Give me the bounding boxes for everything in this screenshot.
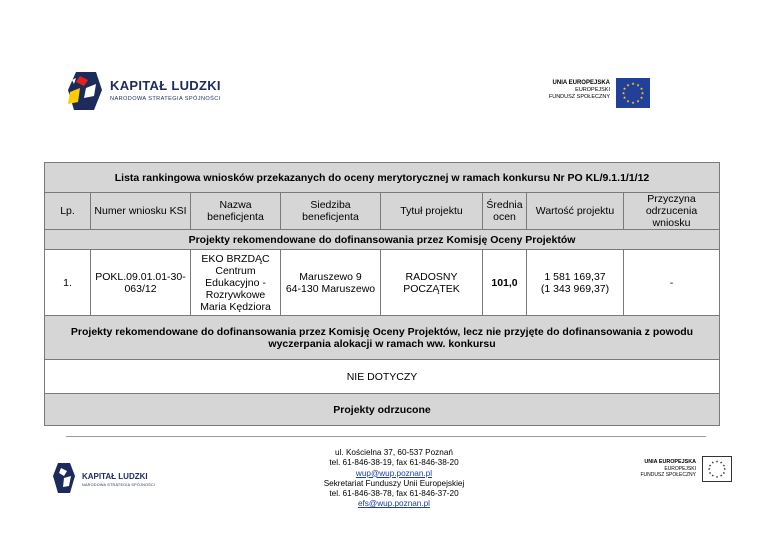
cell-wartosc-line2: (1 343 969,37)	[540, 282, 610, 295]
col-lp: Lp.	[45, 193, 91, 230]
footer-phone: tel. 61-846-38-19, fax 61-846-38-20	[329, 458, 459, 468]
svg-text:★: ★	[636, 82, 640, 88]
cell-przyczyna: -	[624, 250, 720, 316]
footer-eu-line2: EUROPEJSKI	[664, 465, 696, 472]
cell-siedziba	[281, 250, 381, 316]
footer-eu-line1: UNIA EUROPEJSKA	[644, 459, 696, 465]
cell-siedziba-line1: Maruszewo 9	[299, 270, 362, 283]
footer-kl-subtitle: NARODOWA STRATEGIA SPÓJNOŚCI	[82, 483, 156, 487]
svg-text:★: ★	[621, 90, 626, 96]
section-not-accepted-value: NIE DOTYCZY	[45, 360, 720, 394]
svg-text:★: ★	[715, 459, 719, 464]
footer-kl-title: KAPITAŁ LUDZKI	[82, 472, 148, 481]
cell-lp: 1.	[45, 250, 91, 316]
footer-eu-line3: FUNDUSZ SPOŁECZNY	[640, 472, 696, 478]
svg-text:★: ★	[715, 474, 719, 479]
section-recommended-title: Projekty rekomendowane do dofinansowania przez Komisję Oceny Projektów	[45, 230, 720, 250]
footer-secretariat-phone: tel. 61-846-38-78, fax 61-846-37-20	[329, 489, 459, 499]
footer-email-efs-link[interactable]: efs@wup.poznan.pl	[357, 499, 431, 509]
svg-text:★: ★	[722, 463, 726, 468]
col-nazwa-beneficjenta: Nazwa beneficjenta	[191, 193, 281, 230]
footer-kapital-ludzki-logo	[52, 462, 172, 496]
section-rejected-title: Projekty odrzucone	[45, 394, 720, 426]
svg-text:★: ★	[707, 467, 711, 472]
svg-text:★: ★	[722, 470, 726, 475]
svg-text:★: ★	[622, 86, 627, 91]
footer-street: ul. Kościelna 37, 60-537 Poznań	[335, 448, 453, 457]
svg-text:★: ★	[719, 473, 723, 478]
svg-text:★: ★	[626, 82, 630, 88]
table-row	[45, 250, 720, 316]
col-wartosc-projektu: Wartość projektu	[527, 193, 624, 230]
cell-srednia-ocen: 101,0	[483, 250, 527, 316]
svg-text:★: ★	[626, 98, 630, 104]
col-srednia-ocen: Średnia ocen	[483, 193, 527, 230]
footer-secretariat: Sekretariat Funduszy Unii Europejskiej	[323, 478, 465, 488]
table-title: Lista rankingowa wniosków przekazanych do oceny merytorycznej w ramach konkursu Nr PO KL/9.1.1/1/12	[45, 163, 720, 193]
eu-flag-icon	[616, 78, 650, 108]
kapital-ludzki-logo	[66, 70, 236, 114]
col-przyczyna-odrzucenia: Przyczyna odrzucenia wniosku	[624, 193, 720, 230]
kl-logo-subtitle: NARODOWA STRATEGIA SPÓJNOŚCI	[110, 96, 221, 102]
svg-text:★: ★	[639, 95, 644, 100]
footer-eu-logo	[612, 456, 732, 484]
eu-logo	[540, 78, 650, 110]
eu-logo-text	[549, 80, 610, 101]
svg-text:★: ★	[622, 95, 627, 100]
col-numer-wniosku: Numer wniosku KSI	[91, 193, 191, 230]
ranking-table	[44, 162, 720, 426]
footer-divider	[66, 436, 706, 437]
eu-line3: FUNDUSZ SPOŁECZNY	[548, 94, 610, 100]
footer-eu-flag-icon	[702, 456, 732, 482]
col-tytul-projektu: Tytuł projektu	[381, 193, 483, 230]
cell-siedziba-line2: 64-130 Maruszewo	[285, 282, 376, 295]
svg-text:★: ★	[711, 460, 715, 465]
kl-logo-title: KAPITAŁ LUDZKI	[110, 78, 221, 93]
column-header-row	[45, 193, 720, 230]
svg-text:★: ★	[631, 100, 635, 105]
kapital-ludzki-emblem-icon	[66, 70, 104, 112]
cell-wartosc-line1: 1 581 169,37	[544, 270, 606, 283]
col-siedziba-beneficjenta: Siedziba beneficjenta	[281, 193, 381, 230]
cell-numer-wniosku: POKL.09.01.01-30-063/12	[91, 250, 191, 316]
cell-nazwa-beneficjenta: EKO BRZDĄC Centrum Edukacyjno - Rozrywkowe Maria Kędziora	[191, 250, 281, 316]
svg-text:★: ★	[708, 470, 712, 475]
svg-text:★: ★	[639, 86, 644, 91]
cell-tytul-projektu: RADOSNY POCZĄTEK	[381, 250, 483, 316]
footer-kl-emblem-icon	[52, 462, 76, 494]
cell-wartosc	[527, 250, 624, 316]
section-not-accepted-title: Projekty rekomendowane do dofinansowania przez Komisję Oceny Projektów, lecz nie przyjęte do dofinansowania z powodu wyczerpania alokacji w ramach ww. konkursu	[45, 316, 720, 360]
svg-text:★: ★	[719, 460, 723, 465]
eu-line2: EUROPEJSKI	[575, 87, 610, 93]
eu-line1: UNIA EUROPEJSKA	[552, 80, 610, 86]
footer-address	[284, 448, 504, 510]
svg-text:★: ★	[636, 98, 640, 104]
svg-text:★: ★	[640, 90, 645, 96]
footer-eu-text	[640, 459, 696, 479]
footer-email-wup-link[interactable]: wup@wup.poznan.pl	[355, 468, 433, 478]
svg-text:★: ★	[708, 463, 712, 468]
svg-text:★: ★	[711, 473, 715, 478]
svg-text:★: ★	[631, 81, 635, 86]
svg-text:★: ★	[723, 467, 727, 472]
